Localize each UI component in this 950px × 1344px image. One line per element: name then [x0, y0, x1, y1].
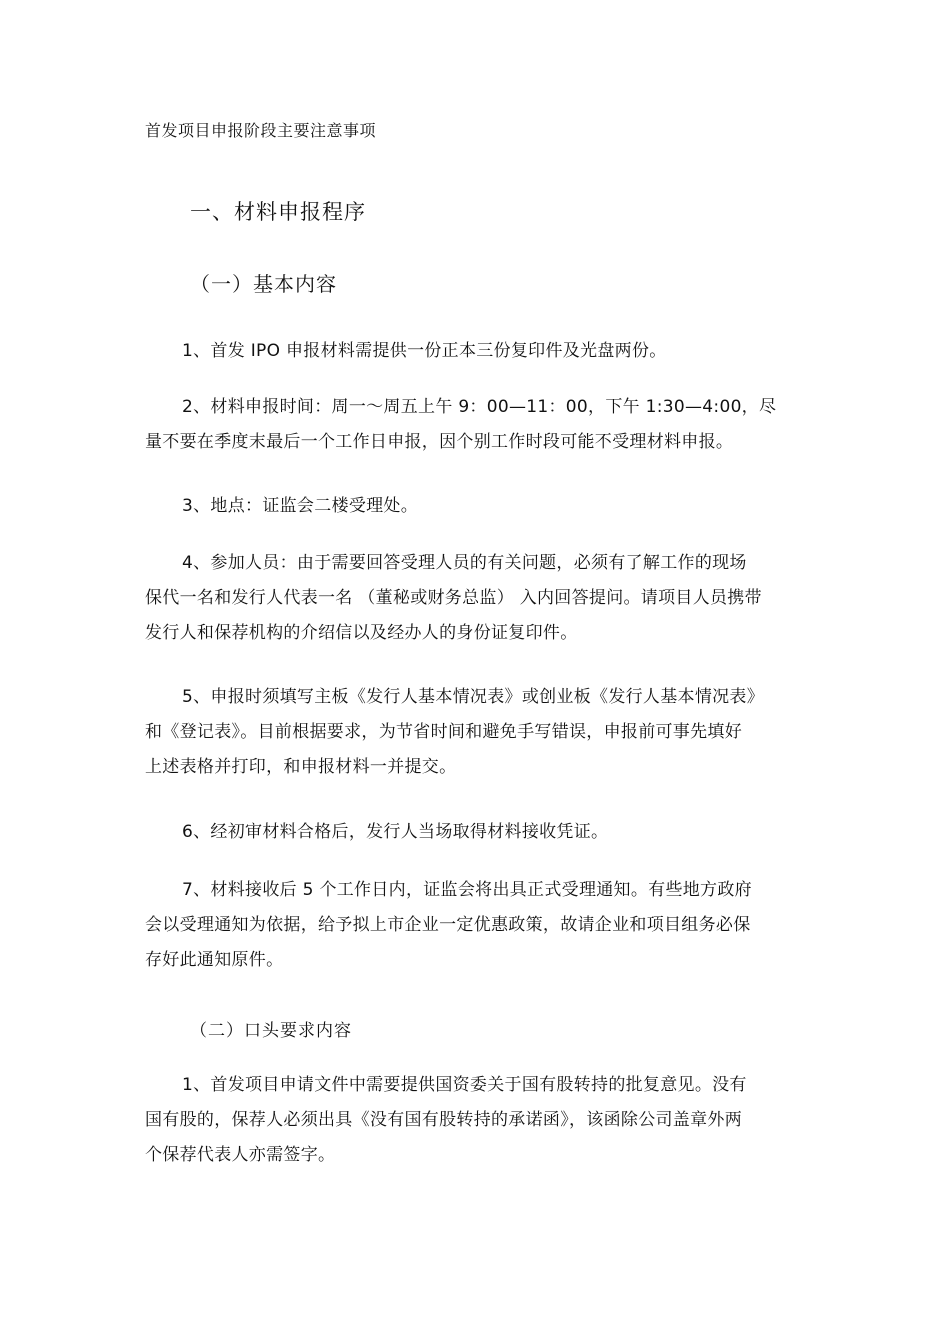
- paragraph-item-4: [145, 546, 810, 651]
- paragraph-line: 1、首发项目申请文件中需要提供国资委关于国有股转持的批复意见。没有: [182, 1075, 747, 1095]
- paragraph-line: 发行人和保荐机构的介绍信以及经办人的身份证复印件。: [145, 623, 578, 643]
- subsection-heading-verbal-requirements: （二）口头要求内容: [190, 1021, 352, 1041]
- paragraph-line: 存好此通知原件。: [145, 950, 284, 970]
- paragraph-item-3: [145, 489, 810, 524]
- paragraph-item-7: [145, 873, 810, 978]
- paragraph-line: 2、材料申报时间：周一～周五上午 9：00—11：00，下午 1:30—4:00，尽: [182, 397, 777, 417]
- section-heading-material-procedure: 一、材料申报程序: [190, 200, 366, 224]
- paragraph-item-1: [145, 334, 810, 369]
- paragraph-line: 上述表格并打印，和申报材料一并提交。: [145, 757, 457, 777]
- paragraph-item-2: [145, 390, 810, 460]
- paragraph-line: 1、首发 IPO 申报材料需提供一份正本三份复印件及光盘两份。: [182, 341, 667, 361]
- paragraph-line: 保代一名和发行人代表一名 （董秘或财务总监） 入内回答提问。请项目人员携带: [145, 588, 762, 608]
- paragraph-line: 和《登记表》。目前根据要求，为节省时间和避免手写错误，申报前可事先填好: [145, 722, 742, 742]
- paragraph-line: 国有股的，保荐人必须出具《没有国有股转持的承诺函》，该函除公司盖章外两: [145, 1110, 742, 1130]
- paragraph-line: 7、材料接收后 5 个工作日内，证监会将出具正式受理通知。有些地方政府: [182, 880, 752, 900]
- paragraph-line: 6、经初审材料合格后，发行人当场取得材料接收凭证。: [182, 822, 609, 842]
- paragraph-line: 5、申报时须填写主板《发行人基本情况表》或创业板《发行人基本情况表》: [182, 687, 765, 707]
- paragraph-item-6: [145, 815, 810, 850]
- document-title: 首发项目申报阶段主要注意事项: [145, 121, 377, 140]
- paragraph-line: 3、地点：证监会二楼受理处。: [182, 496, 419, 516]
- paragraph-line: 量不要在季度末最后一个工作日申报，因个别工作时段可能不受理材料申报。: [145, 432, 734, 452]
- paragraph-line: 会以受理通知为依据，给予拟上市企业一定优惠政策，故请企业和项目组务必保: [145, 915, 751, 935]
- paragraph-item-5: [145, 680, 810, 785]
- paragraph-line: 个保荐代表人亦需签字。: [145, 1145, 336, 1165]
- subsection-heading-basic-content: （一）基本内容: [190, 272, 337, 296]
- paragraph-line: 4、参加人员：由于需要回答受理人员的有关问题，必须有了解工作的现场: [182, 553, 747, 573]
- paragraph-item-2-1: [145, 1068, 810, 1173]
